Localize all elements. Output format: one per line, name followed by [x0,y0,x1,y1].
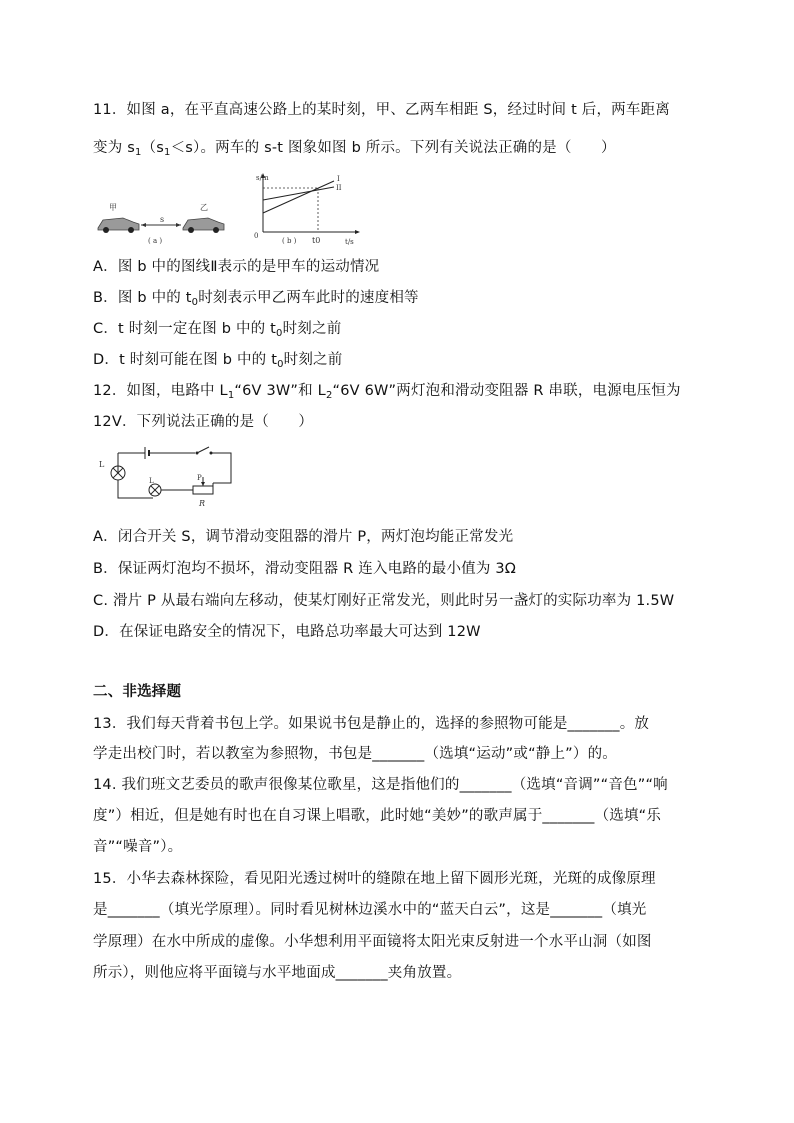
p-label: P [197,474,202,482]
q15-line2: 是_______（填光学原理）。同时看见树林边溪水中的“蓝天白云”，这是_______（填光 [93,902,647,918]
graph-line-i [263,181,334,213]
q11-option-c: C．t 时刻一定在图 b 中的 $t_0$时刻之前 [93,321,342,339]
q13-line1: 13．我们每天背着书包上学。如果说书包是静止的，选择的参照物可能是_______。放 [93,716,650,732]
q11-option-b: B．图 b 中的 $t_0$时刻表示甲乙两车此时的速度相等 [93,290,419,308]
q14-line3: 音”“噪音”）。 [93,839,183,855]
lamp-l2-icon [149,484,161,496]
q14-line2: 度”）相近，但是她有时也在自习课上唱歌，此时她“美妙”的歌声属于_______（选填“乐 [93,808,662,824]
origin-label: 0 [254,232,259,240]
caption-a: ( a ) [148,237,163,245]
car-yi-label: 乙 [200,203,208,212]
q11-option-d: D．t 时刻可能在图 b 中的 $t_0$时刻之前 [93,352,343,370]
caption-b: ( b ) [282,237,297,245]
r-label: R [199,499,206,508]
q15-line3: 学原理）在水中所成的虚像。小华想利用平面镜将太阳光束反射进一个水平山洞（如图 [93,934,652,950]
y-axis-label: s/m [256,174,269,182]
l2-label: L [149,477,154,485]
graph-line-ii [263,187,334,200]
gap-label: s [160,215,165,224]
section-heading: 二、非选择题 [93,684,182,700]
x-axis-label: t/s [345,238,354,246]
q11-line2: 变为 $s_1(s_1<s)$。两车的 s-t 图象如图 b 所示。下列有关说法正确的是（ ） [93,140,616,158]
figure-a-cars [93,198,233,248]
car-jia-icon [98,218,139,233]
q12-line2: 12V．下列说法正确的是（ ） [93,414,314,430]
line-ii-label: II [336,184,342,192]
q11-option-a: A．图 b 中的图线Ⅱ表示的是甲车的运动情况 [93,259,380,275]
figure-b-st-graph [250,170,365,250]
q12-option-c: C. 滑片 P 从最右端向左移动，使某灯刚好正常发光，则此时另一盏灯的实际功率为 1.5W [93,593,675,609]
car-yi-icon [183,218,224,233]
q12-option-a: A．闭合开关 S，调节滑动变阻器的滑片 P，两灯泡均能正常发光 [93,529,514,545]
q12-line1: 12．如图，电路中 $L_1“6V$ 3W”和 $L_2“6V$ 6W”两灯泡和滑动变阻器 R 串联，电源电压恒为 [93,383,681,401]
q13-line2: 学走出校门时，若以教室为参照物，书包是_______（选填“运动”或“静上”）的。 [93,746,617,762]
q11-line1: 11．如图 a，在平直高速公路上的某时刻，甲、乙两车相距 S，经过时间 t 后，两车距离 [93,102,670,118]
q15-line4: 所示），则他应将平面镜与水平地面成_______夹角放置。 [93,965,462,981]
q12-option-b: B．保证两灯泡均不损坏，滑动变阻器 R 连入电路的最小值为 3Ω [93,561,517,577]
circuit-diagram [93,443,243,513]
t0-label: t0 [312,236,321,245]
l1-label: L [99,460,105,469]
q14-line1: 14. 我们班文艺委员的歌声很像某位歌星，这是指他们的_______（选填“音调”“音色”“响 [93,777,668,793]
rheostat-icon [193,477,213,494]
car-jia-label: 甲 [109,203,117,212]
q15-line1: 15．小华去森林探险，看见阳光透过树叶的缝隙在地上留下圆形光斑，光斑的成像原理 [93,871,656,887]
q12-option-d: D．在保证电路安全的情况下，电路总功率最大可达到 12W [93,624,481,640]
line-i-label: I [337,175,340,183]
